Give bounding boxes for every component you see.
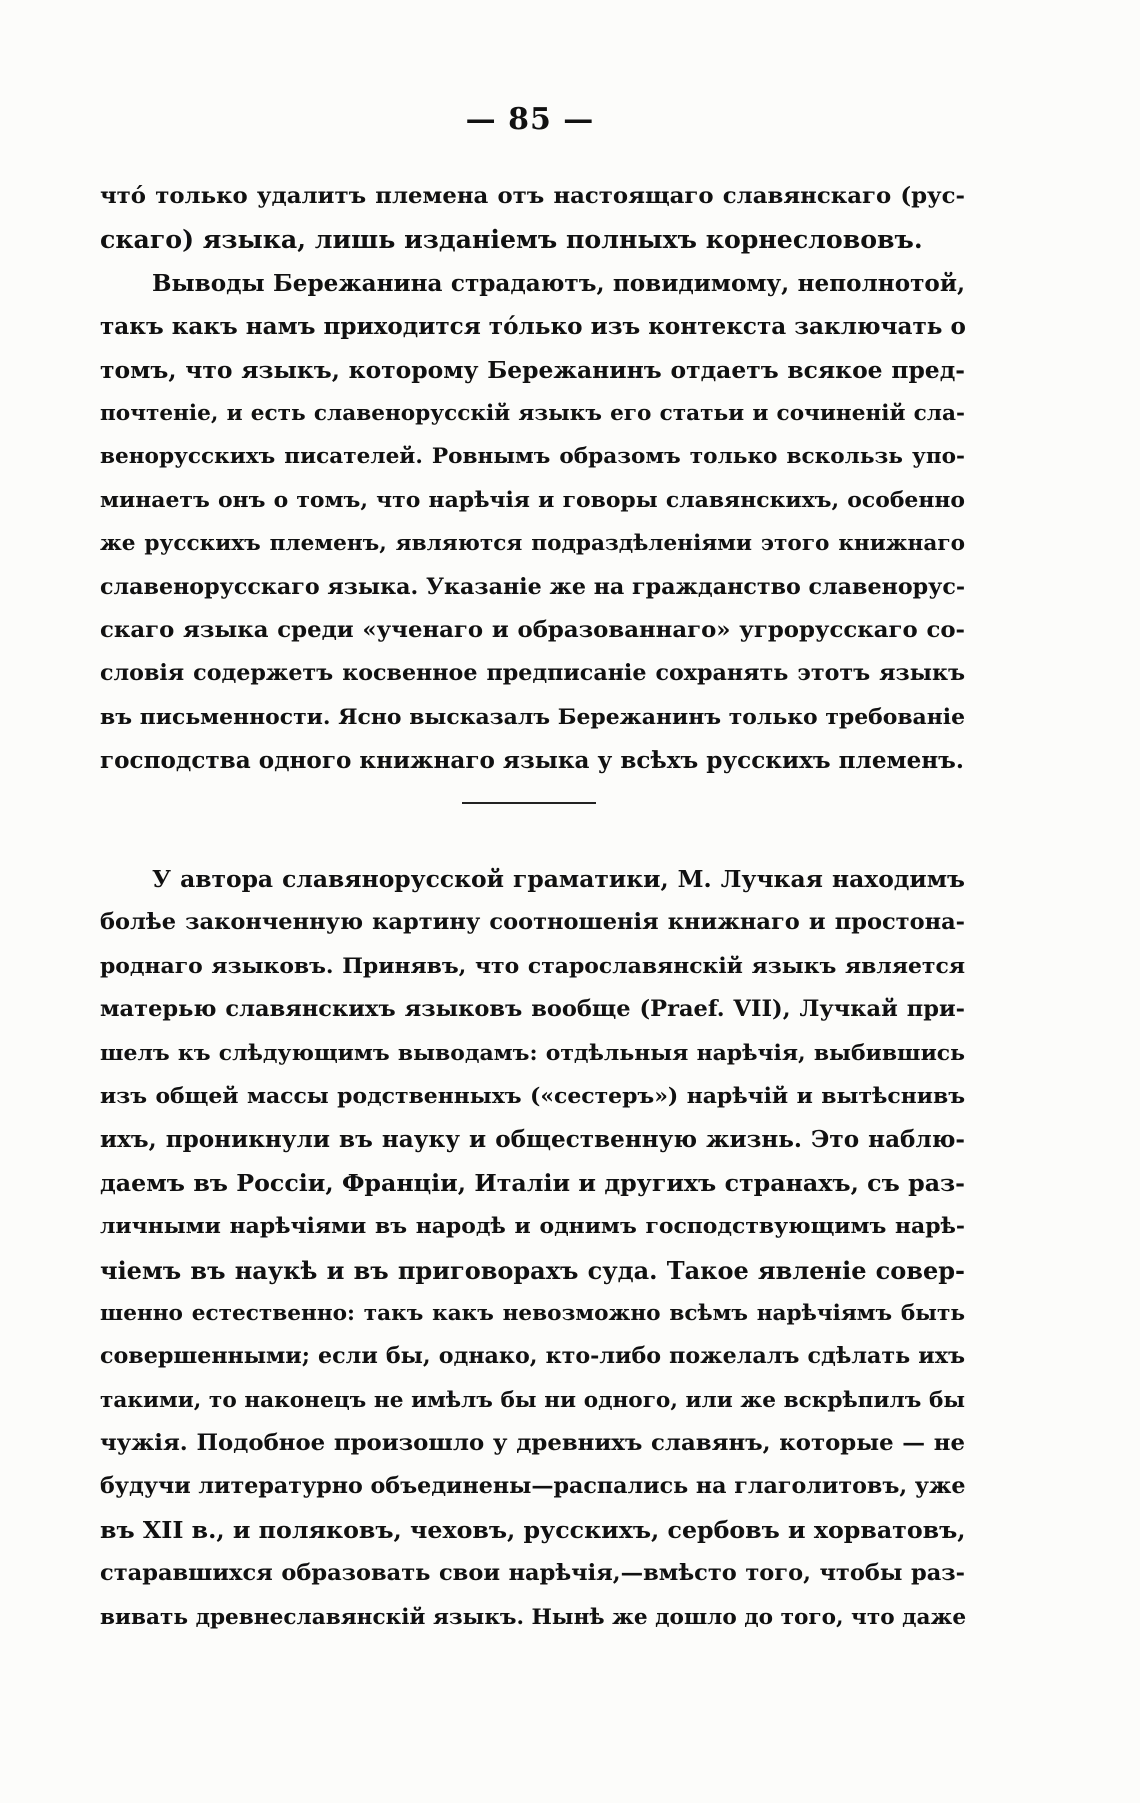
- text-line: въ XII в., и поляковъ, чеховъ, русскихъ, сербовъ и хорватовъ,: [100, 1515, 966, 1544]
- text-line: словія содержетъ косвенное предписаніе сохранять этотъ языкъ: [100, 660, 965, 687]
- text-line: старавшихся образовать свои нарѣчія,—вмѣсто того, чтобы раз-: [100, 1560, 965, 1587]
- text-line: шелъ къ слѣдующимъ выводамъ: отдѣльныя нарѣчія, выбившись: [100, 1039, 965, 1066]
- text-line: скаго языка среди «ученаго и образованнаго» угрорусскаго со-: [100, 616, 965, 643]
- text-line: вивать древнеславянскій языкъ. Нынѣ же дошло до того, что даже: [100, 1604, 967, 1630]
- text-line: Выводы Бережанина страдаютъ, повидимому, неполнотой,: [152, 269, 965, 297]
- text-line: будучи литературно объединены—распались на глаголитовъ, уже: [100, 1473, 966, 1500]
- text-line: чужія. Подобное произошло у древнихъ славянъ, которые — не: [100, 1430, 965, 1457]
- text-line: почтеніе, и есть славенорусскій языкъ его статьи и сочиненій сла-: [100, 400, 965, 426]
- text-line: въ письменности. Ясно высказалъ Бережанинъ только требованіе: [100, 703, 965, 730]
- paragraph-luchkay: [100, 858, 965, 1639]
- text-line: личными нарѣчіями въ народѣ и однимъ господствующимъ нарѣ-: [100, 1213, 965, 1240]
- page-number: — 85 —: [465, 102, 595, 137]
- text-section-second: [100, 858, 965, 1639]
- text-line: болѣе законченную картину соотношенія книжнаго и простона-: [100, 909, 965, 936]
- text-line: У автора славянорусской граматики, М. Лучкая находимъ: [152, 865, 965, 893]
- text-line: ихъ, проникнули въ науку и общественную жизнь. Это наблю-: [100, 1126, 965, 1154]
- text-line: господства одного книжнаго языка у всѣхъ русскихъ племенъ.: [100, 747, 964, 775]
- text-line: чіемъ въ наукѣ и въ приговорахъ суда. Такое явленіе совер-: [100, 1255, 965, 1285]
- text-line: скаго) языка, лишь изданіемъ полныхъ корнеслововъ.: [100, 224, 923, 255]
- text-line: же русскихъ племенъ, являются подраздѣленіями этого книжнаго: [100, 531, 965, 557]
- text-line: такими, то наконецъ не имѣлъ бы ни одного, или же вскрѣпилъ бы: [100, 1387, 965, 1413]
- text-line: шенно естественно: такъ какъ невозможно всѣмъ нарѣчіямъ быть: [100, 1300, 965, 1326]
- text-line: венорусскихъ писателей. Ровнымъ образомъ только вскользь упо-: [100, 444, 965, 470]
- text-line: матерью славянскихъ языковъ вообще (Praef. VII), Лучкай при-: [100, 996, 965, 1023]
- paragraph-continuation: [100, 175, 965, 262]
- text-line: минаетъ онъ о томъ, что нарѣчія и говоры славянскихъ, особенно: [100, 486, 965, 513]
- text-line: славенорусскаго языка. Указаніе же на гражданство славенорус-: [100, 573, 966, 600]
- text-line: совершенными; если бы, однако, кто-либо пожелалъ сдѣлать ихъ: [100, 1343, 965, 1370]
- text-section-first: [100, 175, 965, 782]
- text-line: томъ, что языкъ, которому Бережанинъ отдаетъ всякое пред-: [100, 355, 965, 384]
- text-line: роднаго языковъ. Принявъ, что старославянскій языкъ является: [100, 952, 965, 979]
- text-line: чтó только удалитъ племена отъ настоящаго славянскаго (рус-: [100, 183, 965, 209]
- text-line: даемъ въ Россіи, Франціи, Италіи и другихъ странахъ, съ раз-: [100, 1168, 965, 1197]
- text-line: такъ какъ намъ приходится тóлько изъ контекста заключать о: [100, 313, 966, 341]
- text-line: изъ общей массы родственныхъ («сестеръ») нарѣчій и вытѣснивъ: [100, 1082, 965, 1109]
- paragraph-berezhanin: [100, 262, 965, 783]
- section-divider: [462, 802, 596, 804]
